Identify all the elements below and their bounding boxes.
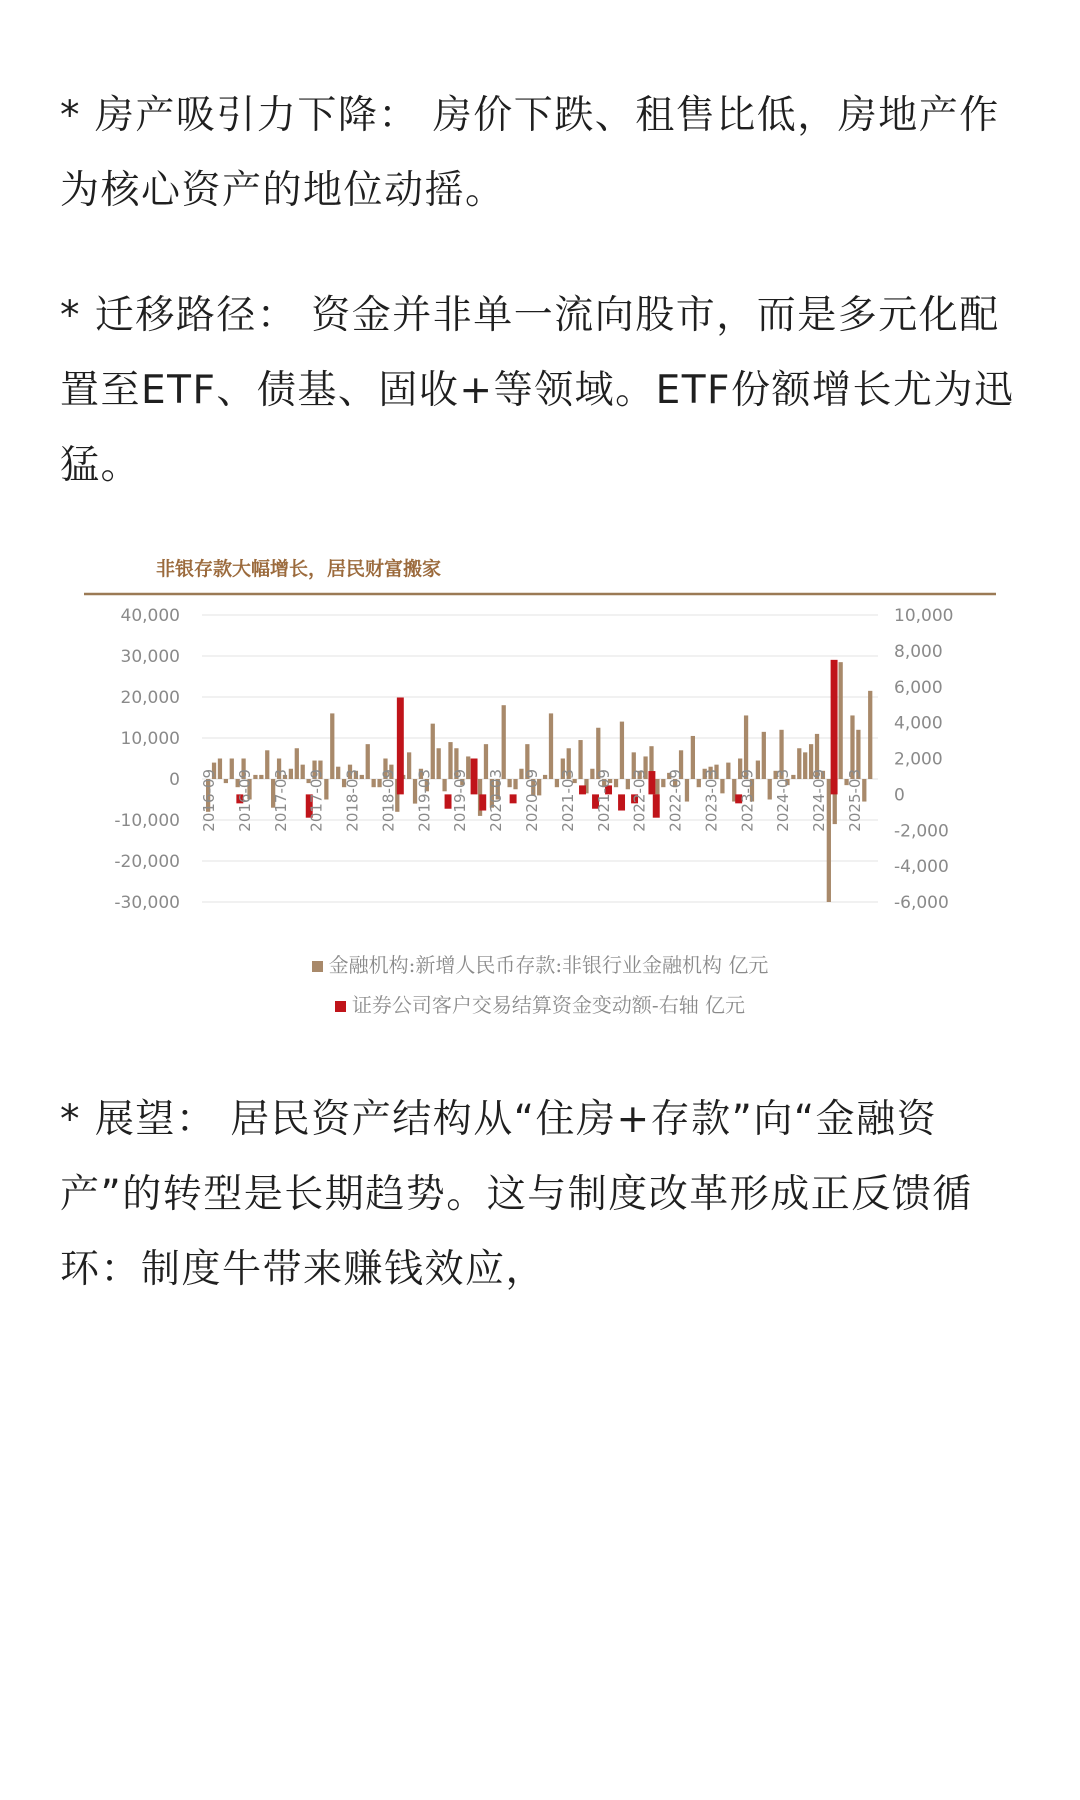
securities-bar xyxy=(831,660,838,795)
left-axis-tick-label: 10,000 xyxy=(120,729,180,749)
deposit-bar xyxy=(366,744,370,779)
right-axis-tick-label: -2,000 xyxy=(894,821,949,842)
paragraph-housing: * 房产吸引力下降： 房价下跌、租售比低，房地产作为核心资产的地位动摇。 xyxy=(60,93,1000,213)
deposit-bar xyxy=(720,779,724,793)
deposit-bar xyxy=(697,779,701,787)
chart-legend xyxy=(80,945,1000,1025)
x-axis-tick-label: 2024-09 xyxy=(810,769,829,832)
paragraph-outlook: * 展望： 居民资产结构从“住房+存款”向“金融资产”的转型是长期趋势。这与制度改革形成正反馈循环：制度牛带来赚钱效应， xyxy=(60,1097,973,1292)
x-axis-tick-label: 2021-09 xyxy=(594,769,613,832)
left-axis-tick-label: 0 xyxy=(169,770,180,790)
securities-bar xyxy=(618,794,625,810)
deposit-bar xyxy=(442,779,446,791)
x-axis-tick-label: 2018-09 xyxy=(379,769,398,832)
deposit-chart xyxy=(80,545,1000,945)
deposit-bar xyxy=(336,767,340,779)
securities-bar xyxy=(479,794,486,810)
x-axis-tick-label: 2017-03 xyxy=(271,769,290,832)
x-axis-tick-label: 2022-09 xyxy=(666,769,685,832)
x-axis-tick-label: 2018-03 xyxy=(343,769,362,832)
deposit-bar xyxy=(295,748,299,779)
x-axis-tick-label: 2023-03 xyxy=(702,769,721,832)
deposit-bar xyxy=(578,740,582,779)
x-axis-tick-label: 2021-03 xyxy=(558,769,577,832)
x-axis-tick-label: 2023-09 xyxy=(738,769,757,832)
right-axis-tick-label: 6,000 xyxy=(894,677,943,698)
deposit-bar xyxy=(224,779,228,783)
deposit-bar xyxy=(407,752,411,779)
deposit-bar xyxy=(768,779,772,800)
legend-swatch-deposit xyxy=(312,961,323,972)
securities-bar xyxy=(510,794,517,803)
chart-title: 非银存款大幅增长，居民财富搬家 xyxy=(156,558,442,580)
deposit-bar xyxy=(549,713,553,779)
deposit-bar xyxy=(803,752,807,779)
deposit-bar xyxy=(626,779,630,789)
deposit-bar xyxy=(691,736,695,779)
left-axis-tick-label: -30,000 xyxy=(114,893,180,913)
right-axis-tick-label: 0 xyxy=(894,785,905,806)
deposit-bar xyxy=(839,662,843,779)
deposit-bar xyxy=(762,732,766,779)
x-axis-tick-label: 2019-03 xyxy=(415,769,434,832)
paragraph-migration: * 迁移路径： 资金并非单一流向股市，而是多元化配置至ETF、债基、固收+等领域。ETF份额增长尤为迅猛。 xyxy=(60,293,1015,488)
legend-item-deposit xyxy=(80,945,1000,985)
right-axis-tick-label: -6,000 xyxy=(894,893,949,913)
right-axis-tick-label: 2,000 xyxy=(894,749,943,770)
deposit-bar xyxy=(513,779,517,789)
x-axis-tick-label: 2020-09 xyxy=(523,769,541,832)
x-axis-tick-label: 2025-03 xyxy=(846,769,864,832)
deposit-bar xyxy=(614,779,618,787)
x-axis-tick-label: 2017-09 xyxy=(307,769,326,832)
deposit-bar xyxy=(230,759,234,780)
x-axis-tick-label: 2022-03 xyxy=(630,769,649,832)
left-axis-tick-label: 20,000 xyxy=(120,688,180,708)
deposit-bar xyxy=(868,691,872,779)
deposit-bar xyxy=(685,779,689,802)
deposit-bar xyxy=(301,765,305,779)
legend-label-securities: 证券公司客户交易结算资金变动额-右轴 亿元 xyxy=(351,993,746,1017)
right-axis-tick-label: 10,000 xyxy=(894,606,954,626)
legend-label-deposit: 金融机构:新增人民币存款:非银行业金融机构 亿元 xyxy=(328,953,769,977)
deposit-bar xyxy=(543,775,547,779)
left-axis-tick-label: 40,000 xyxy=(120,606,180,626)
securities-bar xyxy=(397,698,404,795)
deposit-bar xyxy=(437,748,441,779)
securities-bar xyxy=(653,794,660,817)
x-axis-tick-label: 2016-09 xyxy=(200,769,218,832)
right-axis-tick-label: 4,000 xyxy=(894,713,943,734)
deposit-bar xyxy=(797,748,801,779)
left-axis-tick-label: -20,000 xyxy=(114,852,180,872)
deposit-bar xyxy=(330,713,334,779)
chart-figure xyxy=(80,545,1000,1025)
deposit-bar xyxy=(620,722,624,779)
legend-swatch-securities xyxy=(335,1001,346,1012)
deposit-bar xyxy=(661,779,665,787)
deposit-bar xyxy=(726,763,730,779)
x-axis-tick-label: 2016-09 xyxy=(235,769,254,832)
securities-bar xyxy=(471,759,478,795)
deposit-bar xyxy=(502,705,506,779)
right-axis-tick-label: 8,000 xyxy=(894,641,943,662)
right-axis-tick-label: -4,000 xyxy=(894,857,949,878)
x-axis-tick-label: 2019-09 xyxy=(451,769,470,832)
left-axis-tick-label: -10,000 xyxy=(114,811,180,831)
legend-item-securities xyxy=(80,985,1000,1025)
deposit-bar xyxy=(507,779,511,787)
deposit-bar xyxy=(218,759,222,780)
x-axis-tick-label: 2024-03 xyxy=(774,769,793,832)
left-axis-tick-label: 30,000 xyxy=(120,647,180,667)
deposit-bar xyxy=(259,775,263,779)
x-axis-tick-label: 2020-03 xyxy=(487,769,506,832)
deposit-bar xyxy=(756,761,760,779)
deposit-bar xyxy=(265,750,269,779)
deposit-bar xyxy=(253,775,257,779)
deposit-bar xyxy=(372,779,376,787)
securities-bar xyxy=(579,785,586,794)
securities-bar xyxy=(648,771,655,794)
